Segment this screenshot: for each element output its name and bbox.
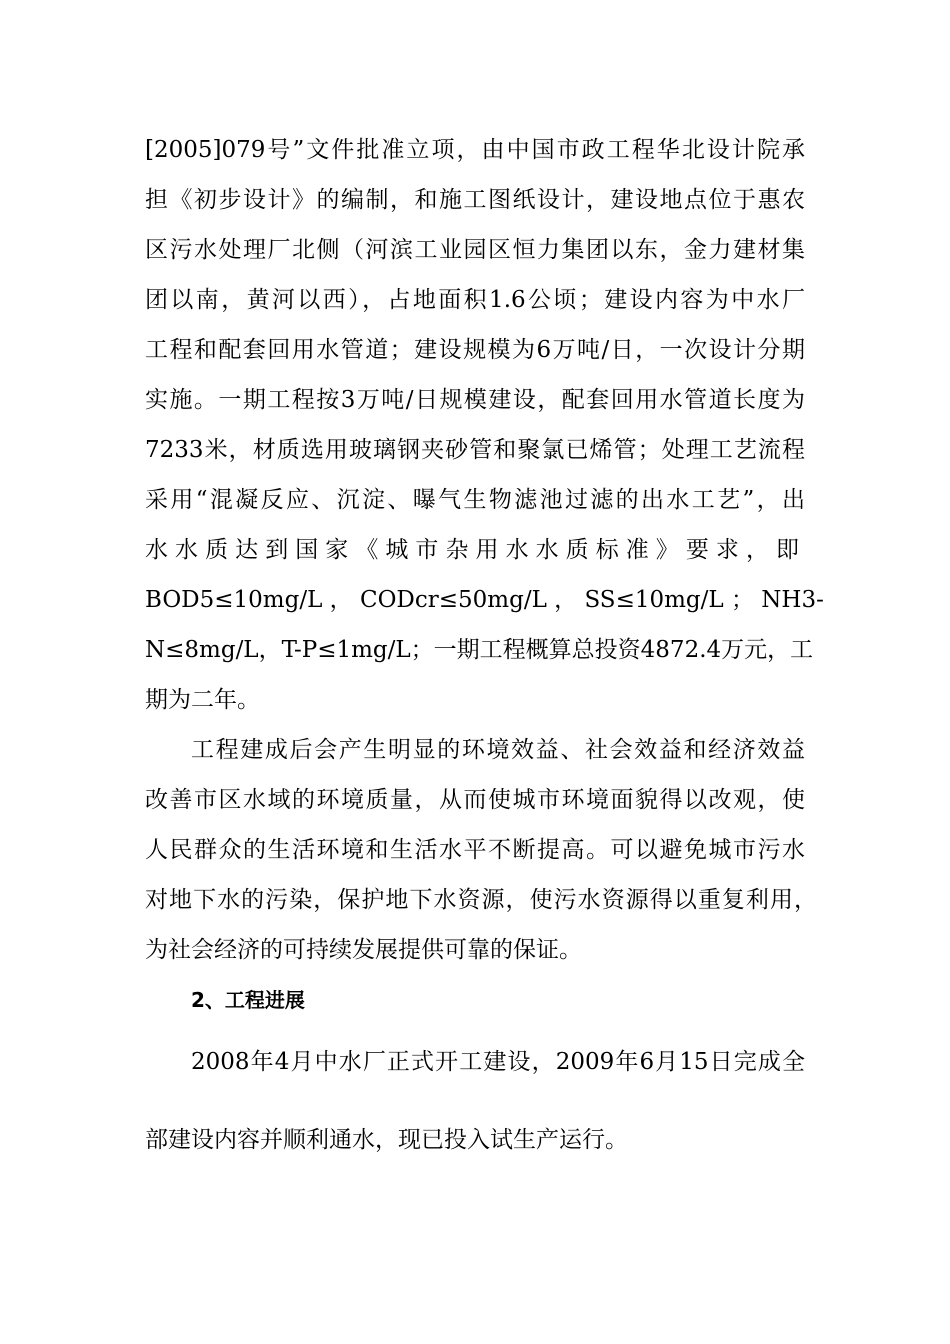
paragraph-2-line-1: 工程建成后会产生明显的环境效益、社会效益和经济效益 [191, 737, 805, 763]
paragraph-1-line-10: BOD5≤10mg/L ， CODcr≤50mg/L ， SS≤10mg/L ； NH3- [145, 587, 824, 613]
section-heading: 2、工程进展 [191, 988, 305, 1012]
paragraph-1-line-1: [2005]079号”文件批准立项，由中国市政工程华北设计院承 [145, 137, 805, 163]
paragraph-2-line-4: 对地下水的污染，保护地下水资源，使污水资源得以重复利用， [145, 887, 817, 913]
paragraph-1-line-12: 期为二年。 [145, 687, 260, 713]
paragraph-1-line-11: N≤8mg/L，T-P≤1mg/L；一期工程概算总投资4872.4万元，工 [145, 637, 814, 663]
paragraph-1-line-9: 水水质达到国家《城市杂用水水质标准》要求，即 [145, 537, 805, 563]
paragraph-1-line-6: 实施。一期工程按3万吨/日规模建设，配套回用水管道长度为 [145, 387, 805, 413]
paragraph-2-line-2: 改善市区水域的环境质量，从而使城市环境面貌得以改观，使 [145, 787, 805, 813]
paragraph-1-line-3: 区污水处理厂北侧（河滨工业园区恒力集团以东，金力建材集 [145, 237, 805, 263]
paragraph-1-line-4: 团以南，黄河以西），占地面积1.6公顷；建设内容为中水厂 [145, 287, 805, 313]
paragraph-3-line-1: 2008年4月中水厂正式开工建设，2009年6月15日完成全 [191, 1049, 805, 1075]
paragraph-2-line-3: 人民群众的生活环境和生活水平不断提高。可以避免城市污水 [145, 837, 805, 863]
paragraph-1-line-7: 7233米，材质选用玻璃钢夹砂管和聚氯已烯管；处理工艺流程 [145, 437, 805, 463]
paragraph-3-line-2: 部建设内容并顺利通水，现已投入试生产运行。 [145, 1127, 628, 1153]
paragraph-1-line-2: 担《初步设计》的编制，和施工图纸设计，建设地点位于惠农 [145, 187, 805, 213]
paragraph-1-line-8: 采用“混凝反应、沉淀、曝气生物滤池过滤的出水工艺”，出 [145, 487, 805, 513]
paragraph-2-line-5: 为社会经济的可持续发展提供可靠的保证。 [145, 937, 582, 963]
paragraph-1-line-5: 工程和配套回用水管道；建设规模为6万吨/日，一次设计分期 [145, 337, 805, 363]
